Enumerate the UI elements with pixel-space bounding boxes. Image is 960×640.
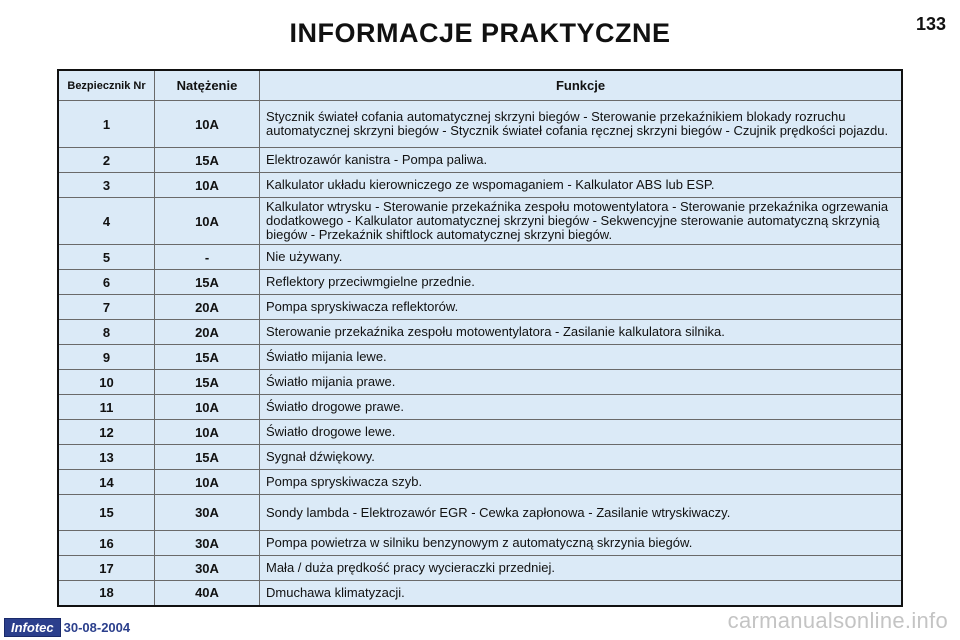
function-cell: Światło drogowe lewe. [260,420,903,445]
amperage-cell: 15A [155,345,260,370]
fuse-number-cell: 16 [58,531,155,556]
function-cell: Sygnał dźwiękowy. [260,445,903,470]
fuse-number-cell: 10 [58,370,155,395]
amperage-cell: 15A [155,445,260,470]
amperage-cell: 10A [155,198,260,245]
fuse-number-cell: 13 [58,445,155,470]
function-cell: Stycznik świateł cofania automatycznej skrzyni biegów - Sterowanie przekaźnikiem blokady rozruchu automatycznej skrzyni biegów - Stycznik świateł cofania ręcznej skrzyni biegów - Czujnik prędkości pojazdu. [260,101,903,148]
table-row [58,495,902,531]
amperage-cell: 20A [155,295,260,320]
print-date: 30-08-2004 [63,619,131,635]
amperage-cell: 10A [155,173,260,198]
fuse-number-cell: 18 [58,581,155,606]
table-row [58,531,902,556]
table-row [58,295,902,320]
function-cell: Światło mijania lewe. [260,345,903,370]
fuse-number-cell: 12 [58,420,155,445]
fuse-number-cell: 6 [58,270,155,295]
function-cell: Kalkulator układu kierowniczego ze wspomaganiem - Kalkulator ABS lub ESP. [260,173,903,198]
function-cell: Dmuchawa klimatyzacji. [260,581,903,606]
page-title: INFORMACJE PRAKTYCZNE [289,18,671,48]
table-row [58,148,902,173]
function-cell: Sterowanie przekaźnika zespołu motowentylatora - Zasilanie kalkulatora silnika. [260,320,903,345]
fuse-number-cell: 1 [58,101,155,148]
amperage-cell: 10A [155,470,260,495]
table-row [58,395,902,420]
fuse-number-cell: 4 [58,198,155,245]
table-row [58,270,902,295]
amperage-cell: 10A [155,101,260,148]
function-cell: Pompa powietrza w silniku benzynowym z automatyczną skrzynia biegów. [260,531,903,556]
function-cell: Reflektory przeciwmgielne przednie. [260,270,903,295]
table-body [58,101,902,606]
table-row [58,173,902,198]
table-row [58,101,902,148]
fuse-number-cell: 14 [58,470,155,495]
function-cell: Elektrozawór kanistra - Pompa paliwa. [260,148,903,173]
fuse-number-cell: 9 [58,345,155,370]
header-amperage: Natężenie [155,70,260,101]
table-row [58,320,902,345]
function-cell: Światło drogowe prawe. [260,395,903,420]
fuse-number-cell: 7 [58,295,155,320]
fuse-number-cell: 15 [58,495,155,531]
amperage-cell: 20A [155,320,260,345]
amperage-cell: 40A [155,581,260,606]
amperage-cell: 15A [155,148,260,173]
function-cell: Światło mijania prawe. [260,370,903,395]
function-cell: Mała / duża prędkość pracy wycieraczki przedniej. [260,556,903,581]
header-fuse-number: Bezpiecznik Nr [58,70,155,101]
fuse-number-cell: 5 [58,245,155,270]
page-number: 133 [915,14,946,34]
fuse-number-cell: 11 [58,395,155,420]
table-row [58,556,902,581]
table-header-row [58,70,902,101]
function-cell: Pompa spryskiwacza reflektorów. [260,295,903,320]
fuse-number-cell: 17 [58,556,155,581]
amperage-cell: - [155,245,260,270]
function-cell: Nie używany. [260,245,903,270]
table-row [58,470,902,495]
table-row [58,581,902,606]
header-function: Funkcje [260,70,903,101]
amperage-cell: 15A [155,370,260,395]
fuse-number-cell: 8 [58,320,155,345]
table-row [58,345,902,370]
function-cell: Kalkulator wtrysku - Sterowanie przekaźnika zespołu motowentylatora - Sterowanie przekaźnika ogrzewania dodatkowego - Kalkulator automatycznej skrzyni biegów - Sekwencyjne sterowanie automatyczną skrzynią biegów - Przekaźnik shiftlock automatycznej skrzyni biegów. [260,198,903,245]
fuse-number-cell: 3 [58,173,155,198]
amperage-cell: 10A [155,395,260,420]
amperage-cell: 30A [155,556,260,581]
fuse-number-cell: 2 [58,148,155,173]
table-row [58,198,902,245]
function-cell: Pompa spryskiwacza szyb. [260,470,903,495]
footer [4,618,130,636]
fuse-table [57,69,903,607]
infotec-logo: Infotec [4,618,61,637]
table-row [58,445,902,470]
table-row [58,370,902,395]
function-cell: Sondy lambda - Elektrozawór EGR - Cewka zapłonowa - Zasilanie wtryskiwaczy. [260,495,903,531]
watermark: carmanualsonline.info [727,608,948,633]
table-row [58,420,902,445]
amperage-cell: 30A [155,495,260,531]
amperage-cell: 10A [155,420,260,445]
amperage-cell: 30A [155,531,260,556]
amperage-cell: 15A [155,270,260,295]
table-row [58,245,902,270]
